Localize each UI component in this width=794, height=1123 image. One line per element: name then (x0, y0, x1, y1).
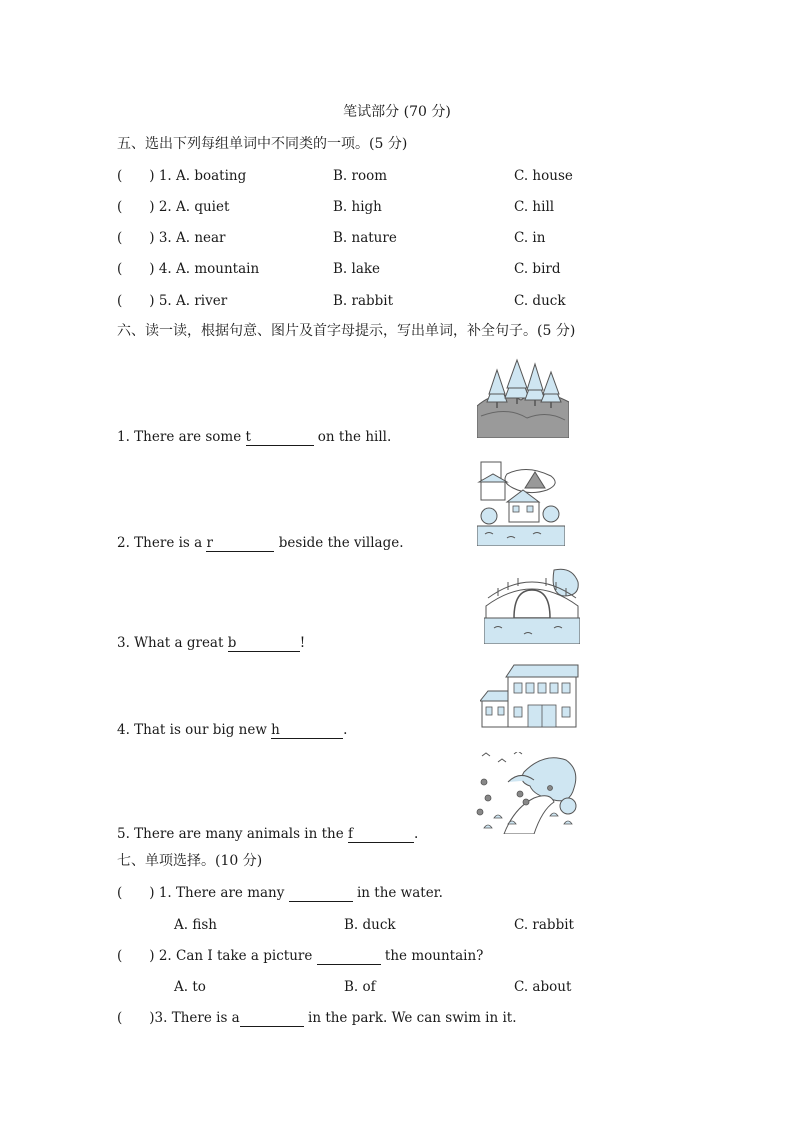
q6-2-sentence: 2. There is a r beside the village. (117, 535, 404, 551)
q6-3-sentence: 3. What a great b ! (117, 635, 306, 651)
q5-1-c: C. house (514, 168, 573, 184)
q5-2-c: C. hill (514, 199, 555, 215)
q6-3-initial: b (227, 635, 237, 651)
q7-1-option-a: A. fish (174, 917, 217, 933)
page-title: 笔试部分 (70 分) (343, 104, 451, 120)
q5-4-a: ( ) 4. A. mountain (117, 261, 260, 277)
bridge-illustration (484, 566, 580, 644)
q5-1-b: B. room (333, 168, 388, 184)
q6-4-sentence: 4. That is our big new h . (117, 722, 348, 738)
q6-2-initial: r (206, 535, 213, 551)
q5-1-a: ( ) 1. A. boating (117, 168, 247, 184)
q7-3-stem: ( )3. There is a in the park. We can swim in it. (117, 1010, 517, 1026)
section6-heading: 六、读一读，根据句意、图片及首字母提示，写出单词，补全句子。(5 分) (117, 323, 576, 339)
q7-1-stem: ( ) 1. There are many in the water. (117, 885, 443, 901)
q6-1-initial: t (245, 429, 251, 445)
q5-3-a: ( ) 3. A. near (117, 230, 226, 246)
q7-1-option-b: B. duck (344, 917, 396, 933)
trees-on-hill-illustration (477, 356, 569, 438)
q5-3-c: C. in (514, 230, 546, 246)
q7-2-option-a: A. to (174, 979, 206, 995)
q5-2-a: ( ) 2. A. quiet (117, 199, 230, 215)
q6-1-sentence: 1. There are some t on the hill. (117, 429, 392, 445)
farm-illustration (474, 752, 580, 834)
q6-5-sentence: 5. There are many animals in the f . (117, 826, 419, 842)
q5-5-c: C. duck (514, 293, 566, 309)
q6-4-initial: h (271, 722, 280, 738)
q7-2-option-b: B. of (344, 979, 376, 995)
q5-5-b: B. rabbit (333, 293, 394, 309)
section7-heading: 七、单项选择。(10 分) (117, 853, 263, 869)
q7-2-option-c: C. about (514, 979, 572, 995)
section5-heading: 五、选出下列每组单词中不同类的一项。(5 分) (117, 136, 408, 152)
q5-5-a: ( ) 5. A. river (117, 293, 228, 309)
river-village-illustration (477, 458, 565, 546)
q5-4-c: C. bird (514, 261, 561, 277)
q7-1-option-c: C. rabbit (514, 917, 574, 933)
house-illustration (480, 663, 580, 729)
q7-2-stem: ( ) 2. Can I take a picture the mountain? (117, 948, 484, 964)
q5-4-b: B. lake (333, 261, 381, 277)
q6-5-initial: f (348, 826, 353, 842)
q5-2-b: B. high (333, 199, 382, 215)
q5-3-b: B. nature (333, 230, 397, 246)
